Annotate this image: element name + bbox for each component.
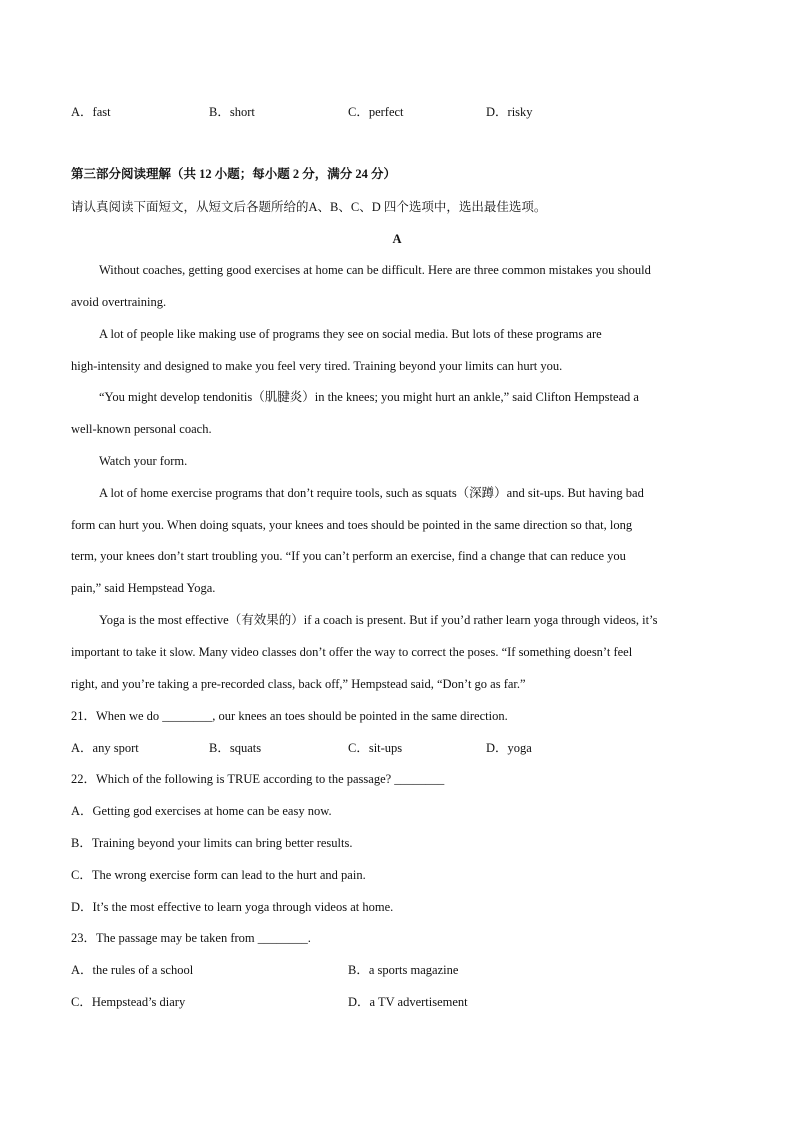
section-heading: 第三部分阅读理解（共 12 小题；每小题 2 分，满分 24 分）	[71, 167, 397, 181]
q23-option-b: B．a sports magazine	[348, 963, 459, 977]
q21-option-c: C．sit-ups	[348, 741, 403, 755]
q23-stem: 23．The passage may be taken from ________.	[71, 931, 311, 945]
passage-line: well-known personal coach.	[71, 422, 212, 436]
passage-line: avoid overtraining.	[71, 295, 167, 309]
passage-line: “You might develop tendonitis（肌腱炎）in the knees; you might hurt an ankle,” said Clifton Hempstead a	[99, 390, 639, 404]
q22-stem: 22．Which of the following is TRUE according to the passage? ________	[71, 772, 445, 786]
q21-option-d: D．yoga	[486, 741, 532, 755]
q20-option-c: C．perfect	[348, 105, 404, 119]
q22-option-c: C．The wrong exercise form can lead to the hurt and pain.	[71, 868, 366, 882]
passage-line: important to take it slow. Many video classes don’t offer the way to correct the poses. “If something doesn’t feel	[71, 645, 633, 659]
passage-line: Without coaches, getting good exercises at home can be difficult. Here are three common mistakes you should	[99, 263, 651, 277]
q23-option-a: A．the rules of a school	[71, 963, 194, 977]
q20-option-a: A．fast	[71, 105, 111, 119]
passage-line: pain,” said Hempstead Yoga.	[71, 581, 216, 595]
passage-line: form can hurt you. When doing squats, your knees and toes should be pointed in the same direction so that, long	[71, 518, 633, 532]
q21-stem: 21．When we do ________, our knees an toes should be pointed in the same direction.	[71, 709, 508, 723]
passage-line: term, your knees don’t start troubling you. “If you can’t perform an exercise, find a change that can reduce you	[71, 549, 626, 563]
q23-option-c: C．Hempstead’s diary	[71, 995, 186, 1009]
passage-line: A lot of people like making use of programs they see on social media. But lots of these programs are	[99, 327, 602, 341]
passage-line: high-intensity and designed to make you feel very tired. Training beyond your limits can hurt you.	[71, 359, 563, 373]
q22-option-a: A．Getting god exercises at home can be easy now.	[71, 804, 332, 818]
q20-option-d: D．risky	[486, 105, 533, 119]
passage-label: A	[392, 232, 402, 246]
q20-option-b: B．short	[209, 105, 255, 119]
section-instruction: 请认真阅读下面短文，从短文后各题所给的A、B、C、D 四个选项中，选出最佳选项。	[71, 200, 547, 214]
q23-option-d: D．a TV advertisement	[348, 995, 468, 1009]
passage-line: Yoga is the most effective（有效果的）if a coach is present. But if you’d rather learn yoga through videos, it’s	[99, 613, 658, 627]
passage-line: Watch your form.	[99, 454, 188, 468]
passage-line: A lot of home exercise programs that don’t require tools, such as squats（深蹲）and sit-ups. But having bad	[99, 486, 644, 500]
q21-option-b: B．squats	[209, 741, 262, 755]
q22-option-b: B．Training beyond your limits can bring better results.	[71, 836, 353, 850]
passage-line: right, and you’re taking a pre-recorded class, back off,” Hempstead said, “Don’t go as far.”	[71, 677, 526, 691]
q21-option-a: A．any sport	[71, 741, 139, 755]
q22-option-d: D．It’s the most effective to learn yoga through videos at home.	[71, 900, 394, 914]
